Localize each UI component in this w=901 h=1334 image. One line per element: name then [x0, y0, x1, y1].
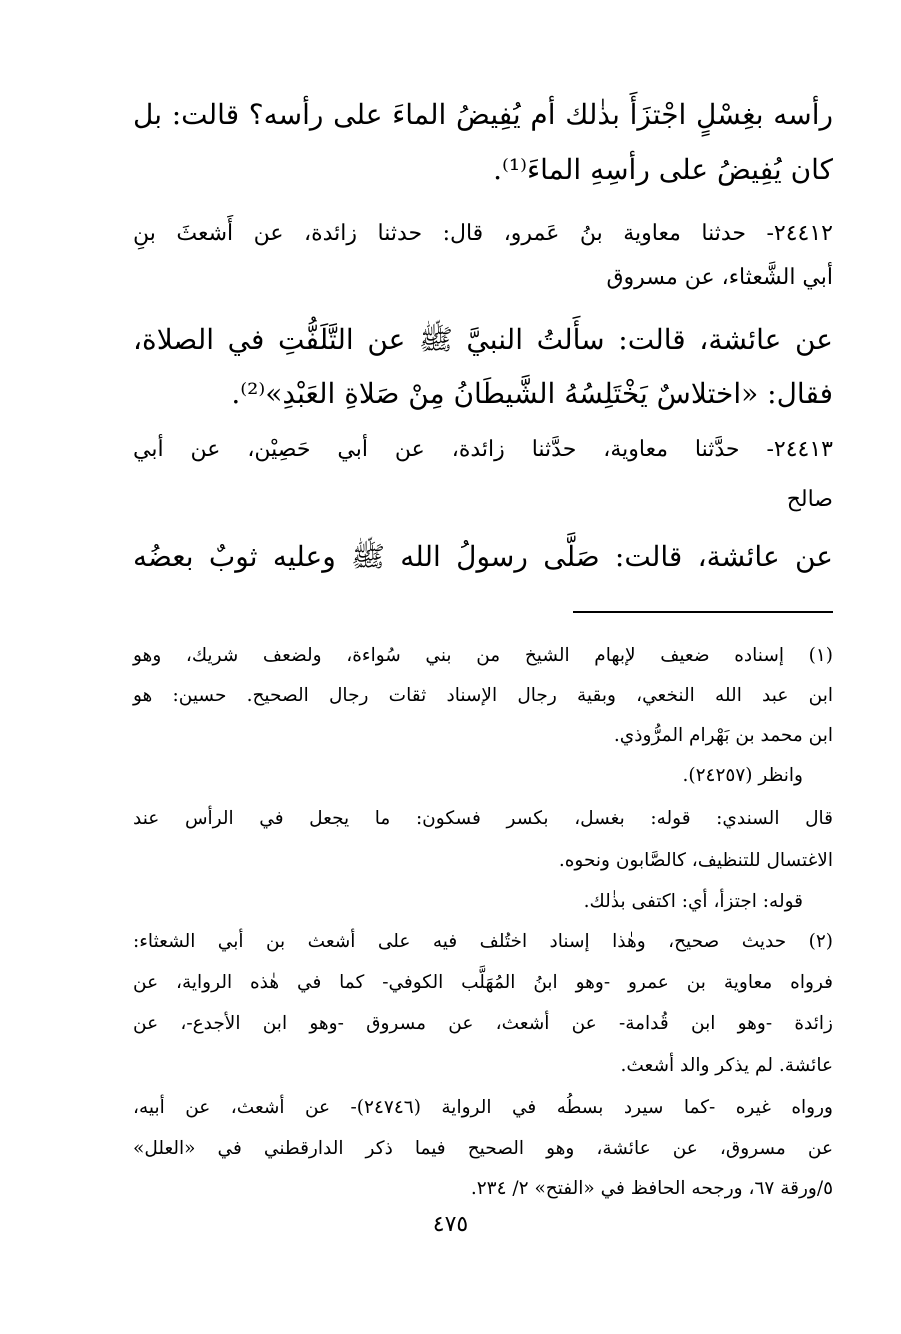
footnote-line: عائشة. لم يذكر والد أشعث. [620, 1055, 833, 1076]
main-line-1: رأسه بغِسْلٍ اجْتزَأَ بذٰلك أم يُفِيضُ الماءَ على رأسه؟ قالت: بل [133, 98, 833, 131]
hadith-24413-line-1: ٢٤٤١٣- حدَّثنا معاوية، حدَّثنا زائدة، عن أبي حَصِيْن، عن أبي [133, 437, 833, 462]
footnote-line: قوله: اجتزأ، أي: اكتفى بذٰلك. [583, 891, 803, 912]
hadith-24413-line-2: صالح [786, 487, 833, 512]
footnote-line: ٥/ورقة ٦٧، ورجحه الحافظ في «الفتح» ٢/ ٢٣٤. [470, 1178, 833, 1199]
footnote-line: وانظر (٢٤٢٥٧). [682, 765, 803, 786]
footnote-line: عن مسروق، عن عائشة، وهو الصحيح فيما ذكر الدارقطني في «العلل» [133, 1138, 833, 1159]
main-line-2: كان يُفِيضُ على رأسِهِ الماءَ⁽¹⁾. [493, 153, 833, 186]
main-line-9: عن عائشة، قالت: صَلَّى رسولُ الله ﷺ وعليه ثوبٌ بعضُه [133, 540, 833, 573]
footnote-line: قال السندي: قوله: بغسل، بكسر فسكون: ما يجعل في الرأس عند [133, 808, 833, 829]
main-line-5: عن عائشة، قالت: سأَلتُ النبيَّ ﷺ عن التَّلَفُّتِ في الصلاة، [133, 323, 833, 356]
main-line-6: فقال: «اختلاسٌ يَخْتَلِسُهُ الشَّيطَانُ مِنْ صَلاةِ العَبْدِ»⁽²⁾. [231, 377, 833, 410]
footnote-separator [573, 611, 833, 613]
footnote-line: فرواه معاوية بن عمرو -وهو ابنُ المُهَلَّب الكوفي- كما في هٰذه الرواية، عن [133, 972, 833, 993]
hadith-24412-line-2: أبي الشَّعثاء، عن مسروق [606, 265, 833, 290]
footnote-line: ابن عبد الله النخعي، وبقية رجال الإسناد ثقات رجال الصحيح. حسين: هو [133, 685, 833, 706]
footnote-line: (١) إسناده ضعيف لإبهام الشيخ من بني سُواءة، ولضعف شريك، وهو [133, 645, 833, 666]
footnote-line: ابن محمد بن بَهْرام المرُّوذي. [613, 725, 833, 746]
page-number: ٤٧٥ [432, 1212, 469, 1237]
footnote-line: ورواه غيره -كما سيرد بسطُه في الرواية (٢٤٧٤٦)- عن أشعث، عن أبيه، [133, 1097, 833, 1118]
hadith-24412-line-1: ٢٤٤١٢- حدثنا معاوية بنُ عَمرو، قال: حدثنا زائدة، عن أَشعثَ بنِ [133, 221, 833, 246]
footnote-line: (٢) حديث صحيح، وهٰذا إسناد اختُلف فيه على أشعث بن أبي الشعثاء: [133, 931, 833, 952]
footnote-line: زائدة -وهو ابن قُدامة- عن أشعث، عن مسروق -وهو ابن الأجدع-، عن [133, 1013, 833, 1034]
footnote-line: الاغتسال للتنظيف، كالصَّابون ونحوه. [558, 850, 833, 871]
